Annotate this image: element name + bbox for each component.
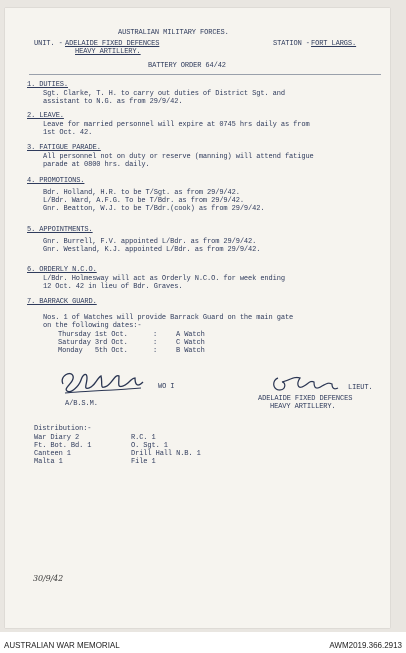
signatory-right-subunit: HEAVY ARTILLERY.: [270, 403, 336, 411]
section-heading-appointments: 5. APPOINTMENTS.: [27, 226, 93, 234]
unit-subtitle: HEAVY ARTILLERY.: [75, 48, 141, 56]
unit-name: ADELAIDE FIXED DEFENCES: [65, 40, 160, 48]
document-sheet: [5, 8, 390, 628]
station-name: FORT LARGS.: [311, 40, 357, 48]
guard-day: Thursday 1st Oct.: [58, 331, 128, 339]
section-line: L/Bdr. Holmesway will act as Orderly N.C.O. for week ending: [43, 275, 285, 283]
battery-order-number: BATTERY ORDER 64/42: [148, 62, 226, 70]
guard-day: Monday 5th Oct.: [58, 347, 128, 355]
org-heading: AUSTRALIAN MILITARY FORCES.: [118, 29, 229, 37]
signatory-right-rank: LIEUT.: [348, 384, 373, 392]
guard-separator: :: [153, 339, 158, 347]
guard-separator: :: [153, 347, 158, 355]
section-line: 1st Oct. 42.: [43, 129, 93, 137]
signatory-left-title: A/B.S.M.: [65, 400, 98, 408]
distribution-item: War Diary 2: [34, 434, 80, 442]
section-line: parade at 0800 hrs. daily.: [43, 161, 150, 169]
guard-watch: B Watch: [176, 347, 205, 355]
section-line: on the following dates:-: [43, 322, 142, 330]
distribution-item: File 1: [131, 458, 156, 466]
footer-accession-number: AWM2019.366.2913: [329, 641, 402, 650]
footer-bar: [0, 636, 406, 653]
guard-watch: C Watch: [176, 339, 205, 347]
section-heading-leave: 2. LEAVE.: [27, 112, 64, 120]
section-heading-orderly-nco: 6. ORDERLY N.C.O.: [27, 266, 97, 274]
section-line: Leave for married personnel will expire at 0745 hrs daily as from: [43, 121, 310, 129]
section-line: assistant to N.G. as from 29/9/42.: [43, 98, 183, 106]
section-line: Bdr. Holland, H.R. to be T/Sgt. as from 29/9/42.: [43, 189, 240, 197]
section-line: Gnr. Beatton, W.J. to be T/Bdr.(cook) as from 29/9/42.: [43, 205, 265, 213]
section-heading-barrack-guard: 7. BARRACK GUARD.: [27, 298, 97, 306]
footer-institution: AUSTRALIAN WAR MEMORIAL: [4, 641, 120, 650]
station-prefix: STATION -: [273, 40, 315, 48]
section-line: Sgt. Clarke, T. H. to carry out duties of District Sgt. and: [43, 90, 285, 98]
section-line: All personnel not on duty or reserve (manning) will attend fatigue: [43, 153, 314, 161]
section-line: 12 Oct. 42 in lieu of Bdr. Graves.: [43, 283, 183, 291]
header-divider: [29, 74, 381, 75]
guard-day: Saturday 3rd Oct.: [58, 339, 128, 347]
section-heading-fatigue-parade: 3. FATIGUE PARADE.: [27, 144, 101, 152]
signatory-left-rank: WO I: [158, 383, 175, 391]
distribution-item: Ft. Bot. Bd. 1: [34, 442, 92, 450]
distribution-item: O. Sgt. 1: [131, 442, 168, 450]
section-line: Gnr. Burrell, F.V. appointed L/Bdr. as from 29/9/42.: [43, 238, 257, 246]
distribution-item: Drill Hall N.B. 1: [131, 450, 201, 458]
unit-prefix: UNIT. -: [34, 40, 63, 48]
guard-watch: A Watch: [176, 331, 205, 339]
distribution-title: Distribution:-: [34, 425, 92, 433]
signatory-right-unit: ADELAIDE FIXED DEFENCES: [258, 395, 353, 403]
section-line: Gnr. Westland, K.J. appointed L/Bdr. as from 29/9/42.: [43, 246, 261, 254]
distribution-item: Malta 1: [34, 458, 63, 466]
distribution-item: Canteen 1: [34, 450, 71, 458]
section-line: Nos. 1 of Watches will provide Barrack Guard on the main gate: [43, 314, 294, 322]
section-heading-promotions: 4. PROMOTIONS.: [27, 177, 85, 185]
section-heading-duties: 1. DUTIES.: [27, 81, 69, 89]
distribution-item: R.C. 1: [131, 434, 156, 442]
signature-right: [270, 372, 340, 396]
section-line: L/Bdr. Ward, A.F.G. To be T/Bdr. as from 29/9/42.: [43, 197, 244, 205]
handwritten-date: 30/9/42: [33, 574, 64, 583]
signature-left: [57, 364, 147, 396]
guard-separator: :: [153, 331, 158, 339]
